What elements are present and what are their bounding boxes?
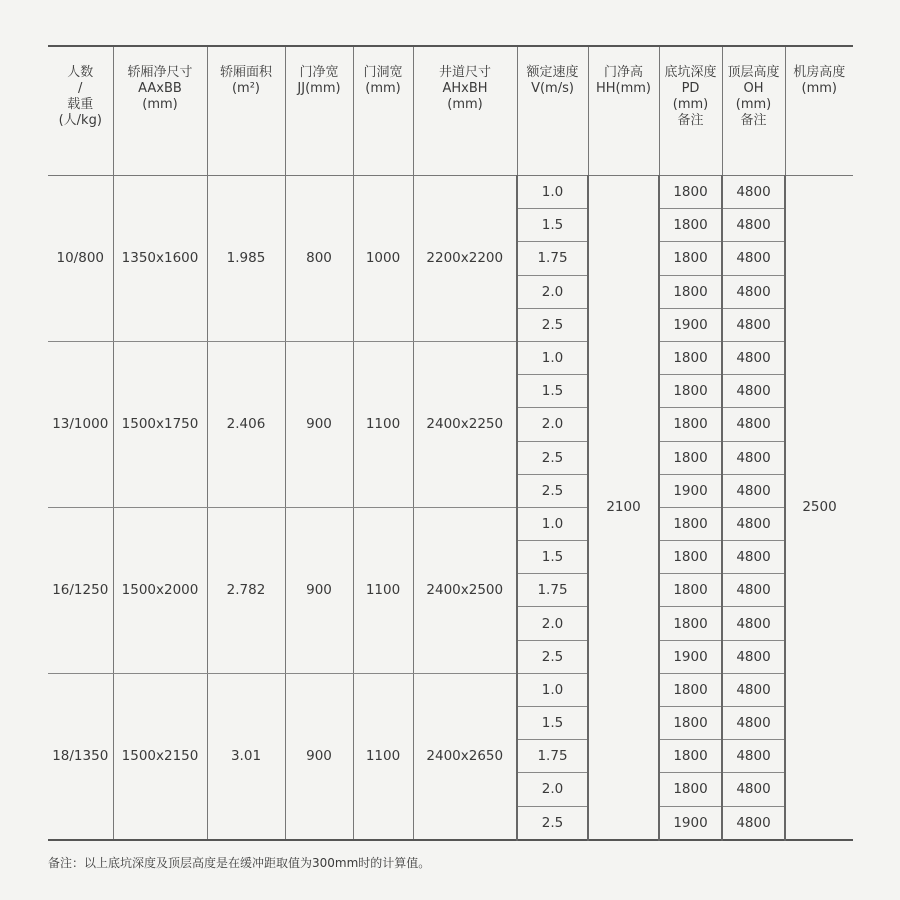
header-machine-room: [785, 46, 853, 176]
header-line: 备注: [677, 113, 704, 128]
overhead-cell: 4800: [722, 740, 785, 773]
header-row: [48, 46, 853, 176]
pit-depth-cell: 1800: [659, 242, 722, 275]
header-line: JJ(mm): [297, 81, 341, 96]
door-opening-cell: 1100: [353, 673, 413, 839]
pit-depth-cell: 1800: [659, 275, 722, 308]
header-line: (人/kg): [58, 113, 102, 128]
pit-depth-cell: 1800: [659, 408, 722, 441]
door-opening-cell: 1100: [353, 507, 413, 673]
car-size-cell: 1500x1750: [113, 341, 207, 507]
header-line: 顶层高度: [727, 65, 780, 80]
header-line: 人数: [67, 65, 94, 80]
header-line: (mm): [447, 97, 483, 112]
pit-depth-cell: 1900: [659, 308, 722, 341]
pit-depth-cell: 1800: [659, 441, 722, 474]
overhead-cell: 4800: [722, 209, 785, 242]
overhead-cell: 4800: [722, 541, 785, 574]
overhead-cell: 4800: [722, 574, 785, 607]
header-overhead: [722, 46, 785, 176]
header-line: (m²): [231, 81, 261, 96]
speed-cell: 1.5: [517, 375, 588, 408]
overhead-cell: 4800: [722, 773, 785, 806]
header-line: (mm): [735, 97, 772, 112]
capacity-cell: 16/1250: [48, 507, 113, 673]
overhead-cell: 4800: [722, 408, 785, 441]
car-size-cell: 1500x2000: [113, 507, 207, 673]
speed-cell: 1.5: [517, 209, 588, 242]
header-door-height: [588, 46, 659, 176]
header-line: HH(mm): [595, 81, 652, 96]
speed-cell: 2.5: [517, 640, 588, 673]
overhead-cell: 4800: [722, 275, 785, 308]
car-size-cell: 1500x2150: [113, 673, 207, 839]
header-door-opening: [353, 46, 413, 176]
pit-depth-cell: 1900: [659, 640, 722, 673]
header-line: (mm): [801, 81, 837, 96]
pit-depth-cell: 1800: [659, 375, 722, 408]
capacity-cell: 13/1000: [48, 341, 113, 507]
table-body: [48, 176, 853, 840]
footnote: 备注：以上底坑深度及顶层高度是在缓冲距取值为300mm时的计算值。: [48, 856, 431, 870]
car-area-cell: 2.406: [207, 341, 285, 507]
speed-cell: 2.5: [517, 441, 588, 474]
pit-depth-cell: 1900: [659, 806, 722, 840]
overhead-cell: 4800: [722, 673, 785, 706]
pit-depth-cell: 1800: [659, 673, 722, 706]
elevator-spec-table: [48, 45, 853, 841]
door-width-cell: 900: [285, 507, 353, 673]
overhead-cell: 4800: [722, 640, 785, 673]
header-capacity: [48, 46, 113, 176]
speed-cell: 2.5: [517, 474, 588, 507]
shaft-size-cell: 2400x2500: [413, 507, 517, 673]
header-line: (mm): [672, 97, 709, 112]
door-width-cell: 800: [285, 176, 353, 342]
header-line: (mm): [142, 97, 178, 112]
capacity-cell: 10/800: [48, 176, 113, 342]
header-door-width: [285, 46, 353, 176]
table-row: [48, 341, 853, 374]
door-width-cell: 900: [285, 673, 353, 839]
speed-cell: 1.75: [517, 740, 588, 773]
pit-depth-cell: 1800: [659, 209, 722, 242]
car-area-cell: 2.782: [207, 507, 285, 673]
pit-depth-cell: 1800: [659, 341, 722, 374]
header-line: 轿厢净尺寸: [127, 65, 193, 80]
speed-cell: 1.0: [517, 507, 588, 540]
car-area-cell: 1.985: [207, 176, 285, 342]
shaft-size-cell: 2400x2250: [413, 341, 517, 507]
header-line: AHxBH: [442, 81, 488, 96]
overhead-cell: 4800: [722, 806, 785, 840]
overhead-cell: 4800: [722, 375, 785, 408]
overhead-cell: 4800: [722, 176, 785, 209]
speed-cell: 1.75: [517, 242, 588, 275]
pit-depth-cell: 1800: [659, 176, 722, 209]
overhead-cell: 4800: [722, 441, 785, 474]
speed-cell: 2.0: [517, 275, 588, 308]
header-speed: [517, 46, 588, 176]
speed-cell: 2.0: [517, 408, 588, 441]
overhead-cell: 4800: [722, 507, 785, 540]
speed-cell: 2.0: [517, 773, 588, 806]
header-line: V(m/s): [531, 81, 574, 96]
table-row: [48, 673, 853, 706]
speed-cell: 1.75: [517, 574, 588, 607]
speed-cell: 1.0: [517, 176, 588, 209]
header-line: 额定速度: [526, 65, 579, 80]
table-row: [48, 176, 853, 209]
pit-depth-cell: 1800: [659, 541, 722, 574]
header-line: 门净高: [603, 65, 643, 80]
door-width-cell: 900: [285, 341, 353, 507]
door-opening-cell: 1000: [353, 176, 413, 342]
overhead-cell: 4800: [722, 308, 785, 341]
speed-cell: 1.5: [517, 707, 588, 740]
header-line: AAxBB: [138, 81, 182, 96]
header-line: 底坑深度: [664, 65, 717, 80]
header-line: 机房高度: [793, 65, 846, 80]
overhead-cell: 4800: [722, 607, 785, 640]
shaft-size-cell: 2200x2200: [413, 176, 517, 342]
car-area-cell: 3.01: [207, 673, 285, 839]
header-line: /: [78, 81, 83, 96]
door-opening-cell: 1100: [353, 341, 413, 507]
header-line: 载重: [67, 97, 94, 112]
speed-cell: 1.0: [517, 341, 588, 374]
pit-depth-cell: 1800: [659, 740, 722, 773]
pit-depth-cell: 1800: [659, 707, 722, 740]
header-line: PD: [681, 81, 700, 96]
speed-cell: 2.5: [517, 308, 588, 341]
pit-depth-cell: 1800: [659, 574, 722, 607]
header-car-area: [207, 46, 285, 176]
speed-cell: 2.5: [517, 806, 588, 840]
overhead-cell: 4800: [722, 341, 785, 374]
speed-cell: 1.0: [517, 673, 588, 706]
table-row: [48, 507, 853, 540]
header-line: 门洞宽: [363, 65, 403, 80]
door-height-cell: 2100: [588, 176, 659, 840]
overhead-cell: 4800: [722, 242, 785, 275]
header-line: 轿厢面积: [219, 65, 272, 80]
header-line: OH: [743, 81, 764, 96]
header-line: (mm): [365, 81, 401, 96]
overhead-cell: 4800: [722, 474, 785, 507]
car-size-cell: 1350x1600: [113, 176, 207, 342]
header-line: 备注: [740, 113, 767, 128]
pit-depth-cell: 1900: [659, 474, 722, 507]
header-shaft-size: [413, 46, 517, 176]
overhead-cell: 4800: [722, 707, 785, 740]
speed-cell: 1.5: [517, 541, 588, 574]
pit-depth-cell: 1800: [659, 507, 722, 540]
header-pit-depth: [659, 46, 722, 176]
pit-depth-cell: 1800: [659, 773, 722, 806]
shaft-size-cell: 2400x2650: [413, 673, 517, 839]
capacity-cell: 18/1350: [48, 673, 113, 839]
pit-depth-cell: 1800: [659, 607, 722, 640]
machine-room-cell: 2500: [785, 176, 853, 840]
header-line: 井道尺寸: [438, 65, 491, 80]
header-line: 门净宽: [299, 65, 339, 80]
speed-cell: 2.0: [517, 607, 588, 640]
header-car-size: [113, 46, 207, 176]
